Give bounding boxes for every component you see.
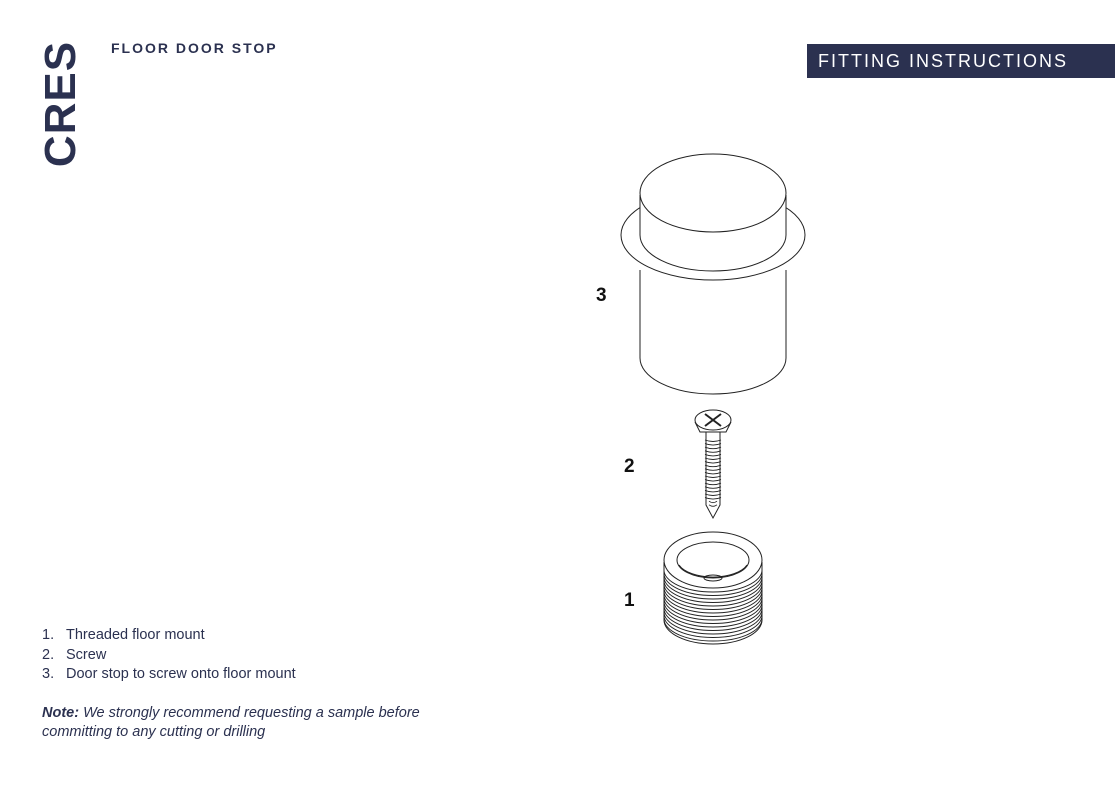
screw-drawing [695,410,731,518]
banner-label: FITTING INSTRUCTIONS [818,50,1068,71]
parts-list-item: 2. Screw [42,646,107,663]
callout-part-1: 1 [624,590,635,611]
door-stop-drawing [621,154,805,394]
brand-logo [37,38,85,170]
exploded-diagram [600,140,840,660]
product-title: FLOOR DOOR STOP [111,40,278,56]
fitting-instructions-banner [807,44,1115,78]
parts-list-item: 1. Threaded floor mount [42,627,205,643]
parts-list-item: 3. Door stop to screw onto floor mount [42,666,296,682]
parts-list [42,626,296,685]
brand-logo-text: CRES [36,40,85,168]
note-text: We strongly recommend requesting a sample before committing to any cutting or drilling [42,705,420,740]
note-label: Note: [42,705,80,721]
callout-part-2: 2 [624,456,635,477]
callout-part-3: 3 [596,285,607,306]
floor-mount-drawing [664,532,762,644]
recommendation-note [42,704,482,742]
